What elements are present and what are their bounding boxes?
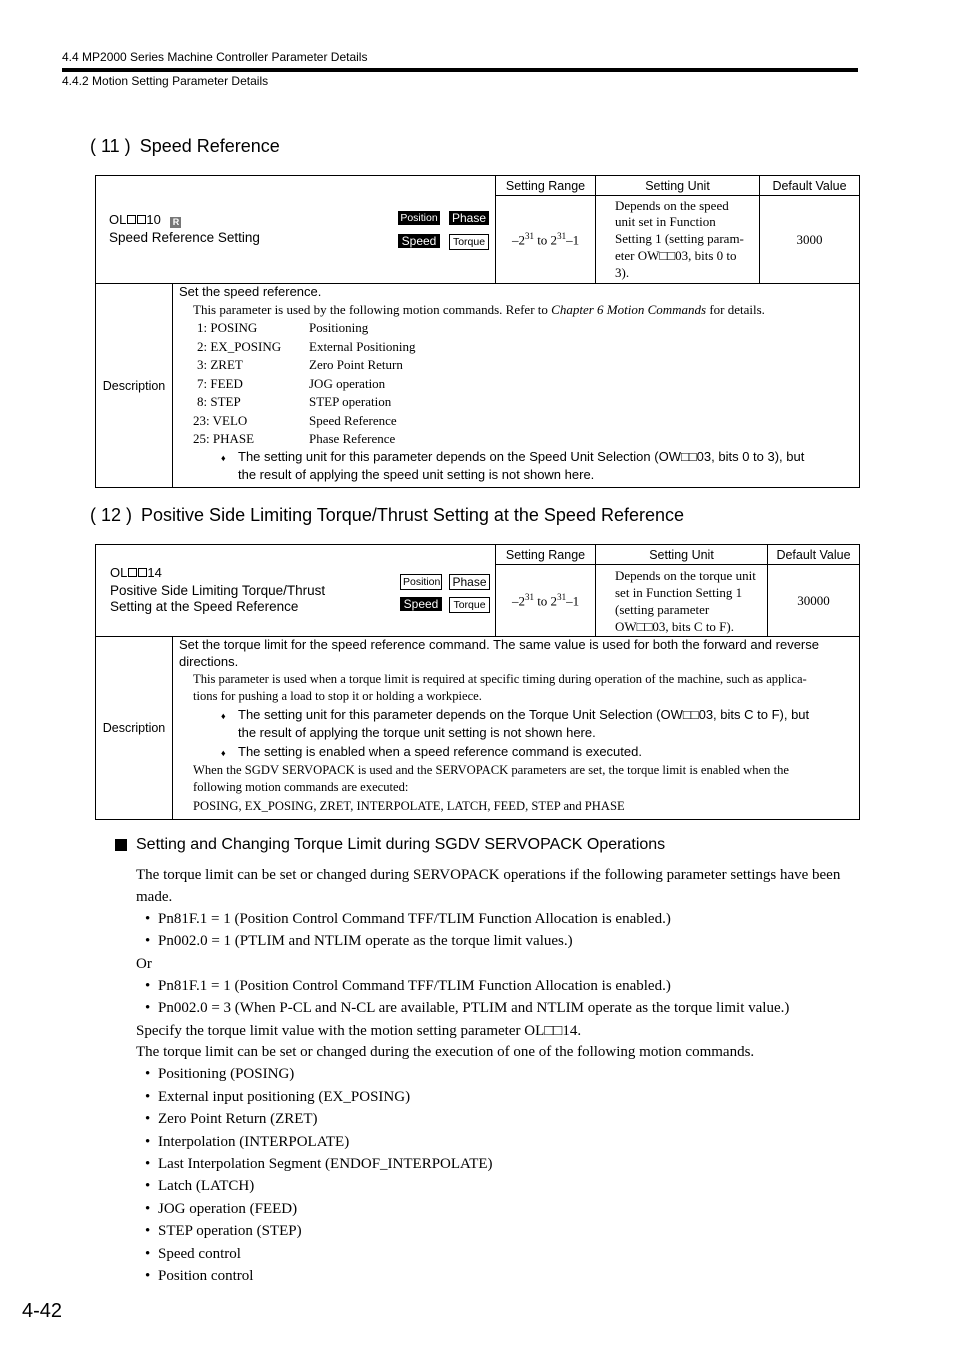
list-item: Pn81F.1 = 1 (Position Control Command TFF/TLIM Function Allocation is enabled.) — [158, 911, 671, 927]
param-name-line1: Positive Side Limiting Torque/Thrust — [110, 583, 326, 598]
desc-line: This parameter is used when a torque limit is required at specific timing during operation of the machine, such as applica- — [193, 672, 807, 686]
bullet-icon: • — [145, 1178, 151, 1194]
bullet-icon: • — [145, 1089, 151, 1105]
command-name: Speed Reference — [309, 413, 397, 428]
desc-line: tions for pushing a load to stop it or holding a workpiece. — [193, 689, 482, 703]
command-code: 23: VELO — [193, 413, 248, 428]
torque-unit-note-line2: the result of applying the torque unit setting is not shown here. — [238, 725, 596, 740]
header-rule — [62, 68, 858, 72]
command-code: 1: POSING — [197, 320, 258, 335]
col-default-value: Default Value — [768, 545, 860, 565]
bullet-icon: • — [145, 1201, 151, 1217]
default-value: 30000 — [768, 565, 860, 637]
desc-line: following motion commands are executed: — [193, 780, 409, 794]
badge-position: Position — [398, 211, 440, 225]
param-name-line2: Setting at the Speed Reference — [110, 599, 299, 614]
list-item: Pn002.0 = 1 (PTLIM and NTLIM operate as the torque limit values.) — [158, 933, 573, 949]
section-12-number: ( 12 ) — [90, 505, 133, 525]
paragraph-line: The torque limit can be set or changed during the execution of one of the following motion commands. — [136, 1044, 755, 1060]
list-item: Latch (LATCH) — [158, 1178, 255, 1194]
command-name: JOG operation — [309, 376, 386, 391]
setting-unit-value: Depends on the torque unit set in Function Setting 1 (setting parameter OW□□03, bits C to F). — [596, 565, 768, 637]
torque-unit-note-line1: The setting unit for this parameter depends on the Torque Unit Selection (OW□□03, bits C to F), but — [238, 707, 810, 722]
command-name: Zero Point Return — [309, 357, 403, 372]
read-only-r-icon: R — [170, 217, 181, 228]
or-text: Or — [136, 956, 152, 972]
param-register: OL 14 — [110, 565, 162, 580]
bullet-icon: • — [145, 1156, 151, 1172]
description-label: Description — [96, 637, 173, 820]
enable-note: The setting is enabled when a speed reference command is executed. — [238, 744, 642, 759]
param-name-cell — [96, 545, 496, 637]
command-code: 3: ZRET — [197, 357, 243, 372]
list-item: Position control — [158, 1268, 254, 1284]
command-name: STEP operation — [309, 394, 392, 409]
param-register: OL 10 R — [109, 212, 181, 228]
badge-torque: Torque — [449, 597, 490, 613]
badge-phase: Phase — [449, 574, 490, 590]
list-item: JOG operation (FEED) — [158, 1201, 298, 1217]
param-name-cell — [96, 176, 496, 284]
section-11-title: Speed Reference — [139, 136, 280, 156]
square-bullet-icon — [115, 839, 127, 851]
desc-line: POSING, EX_POSING, ZRET, INTERPOLATE, LATCH, FEED, STEP and PHASE — [193, 799, 625, 813]
col-setting-range: Setting Range — [496, 545, 596, 565]
section-11-number: ( 11 ) — [90, 136, 131, 156]
desc-line: directions. — [179, 654, 239, 669]
box-placeholder-icon — [128, 568, 137, 577]
bullet-icon: • — [145, 1134, 151, 1150]
command-name: External Positioning — [309, 339, 416, 354]
list-item: Zero Point Return (ZRET) — [158, 1111, 318, 1127]
badge-speed: Speed — [398, 234, 440, 248]
list-item: External input positioning (EX_POSING) — [158, 1089, 411, 1105]
diamond-bullet-icon: ♦ — [221, 453, 226, 463]
box-placeholder-icon — [127, 215, 136, 224]
setting-range-value: $-2^{31}$ to $2^{31}-1$ — [496, 196, 596, 284]
badge-phase: Phase — [449, 211, 489, 225]
col-setting-range: Setting Range — [496, 176, 596, 196]
header-section-title: 4.4 MP2000 Series Machine Controller Parameter Details — [62, 50, 368, 64]
badge-position: Position — [400, 574, 442, 590]
box-placeholder-icon — [137, 215, 146, 224]
speed-reference-table — [95, 175, 860, 488]
paragraph-line: The torque limit can be set or changed during SERVOPACK operations if the following parameter settings have been — [136, 867, 841, 883]
subsection-title: Setting and Changing Torque Limit during SGDV SERVOPACK Operations — [136, 836, 666, 853]
col-setting-unit: Setting Unit — [596, 176, 760, 196]
command-code: 25: PHASE — [193, 431, 255, 446]
paragraph-line: Specify the torque limit value with the motion setting parameter OL□□14. — [136, 1023, 582, 1039]
speed-unit-note-line2: the result of applying the speed unit setting is not shown here. — [238, 467, 595, 482]
torque-limit-table — [95, 544, 860, 820]
section-12-heading — [90, 505, 684, 526]
col-default-value: Default Value — [760, 176, 860, 196]
bullet-icon: • — [145, 933, 151, 949]
desc-reference: This parameter is used by the following motion commands. Refer to Chapter 6 Motion Commands for details. — [193, 302, 765, 317]
speed-unit-note-line1: The setting unit for this parameter depends on the Speed Unit Selection (OW□□03, bits 0 to 3), but — [238, 449, 805, 464]
bullet-icon: • — [145, 1066, 151, 1082]
list-item: Last Interpolation Segment (ENDOF_INTERPOLATE) — [158, 1156, 493, 1172]
list-item: Interpolation (INTERPOLATE) — [158, 1134, 350, 1150]
bullet-icon: • — [145, 1246, 151, 1262]
page-number: 4-42 — [22, 1300, 63, 1322]
setting-range-value: $-2^{31}$ to $2^{31}-1$ — [496, 565, 596, 637]
section-11-heading — [90, 136, 280, 157]
desc-line: Set the torque limit for the speed reference command. The same value is used for both the forward and reverse — [179, 637, 819, 652]
bullet-icon: • — [145, 1223, 151, 1239]
description-body — [173, 637, 860, 820]
bullet-icon: • — [145, 1268, 151, 1284]
setting-unit-value: Depends on the speed unit set in Function Setting 1 (setting param- eter OW□□03, bits 0 to 3). — [596, 196, 760, 284]
list-item: STEP operation (STEP) — [158, 1223, 302, 1239]
desc-line: When the SGDV SERVOPACK is used and the SERVOPACK parameters are set, the torque limit is enabled when the — [193, 763, 789, 777]
description-body — [173, 284, 860, 488]
param-name: Speed Reference Setting — [109, 230, 260, 245]
default-value: 3000 — [760, 196, 860, 284]
desc-intro: Set the speed reference. — [179, 284, 322, 299]
command-name: Phase Reference — [309, 431, 396, 446]
paragraph-line: made. — [136, 889, 173, 905]
bullet-icon: • — [145, 978, 151, 994]
section-12-title: Positive Side Limiting Torque/Thrust Setting at the Speed Reference — [141, 505, 685, 525]
header-subsection-title: 4.4.2 Motion Setting Parameter Details — [62, 74, 269, 88]
description-label: Description — [96, 284, 173, 488]
bullet-icon: • — [145, 1111, 151, 1127]
list-item: Pn81F.1 = 1 (Position Control Command TFF/TLIM Function Allocation is enabled.) — [158, 978, 671, 994]
list-item: Pn002.0 = 3 (When P-CL and N-CL are available, PTLIM and NTLIM operate as the torque limit value.) — [158, 1000, 790, 1016]
command-code: 2: EX_POSING — [197, 339, 282, 354]
diamond-bullet-icon: ♦ — [221, 748, 226, 758]
list-item: Speed control — [158, 1246, 241, 1262]
bullet-icon: • — [145, 911, 151, 927]
list-item: Positioning (POSING) — [158, 1066, 295, 1082]
box-placeholder-icon — [138, 568, 147, 577]
diamond-bullet-icon: ♦ — [221, 711, 226, 721]
col-setting-unit: Setting Unit — [596, 545, 768, 565]
command-name: Positioning — [309, 320, 369, 335]
command-code: 7: FEED — [197, 376, 243, 391]
badge-speed: Speed — [400, 597, 442, 611]
badge-torque: Torque — [449, 234, 489, 250]
bullet-icon: • — [145, 1000, 151, 1016]
command-code: 8: STEP — [197, 394, 241, 409]
